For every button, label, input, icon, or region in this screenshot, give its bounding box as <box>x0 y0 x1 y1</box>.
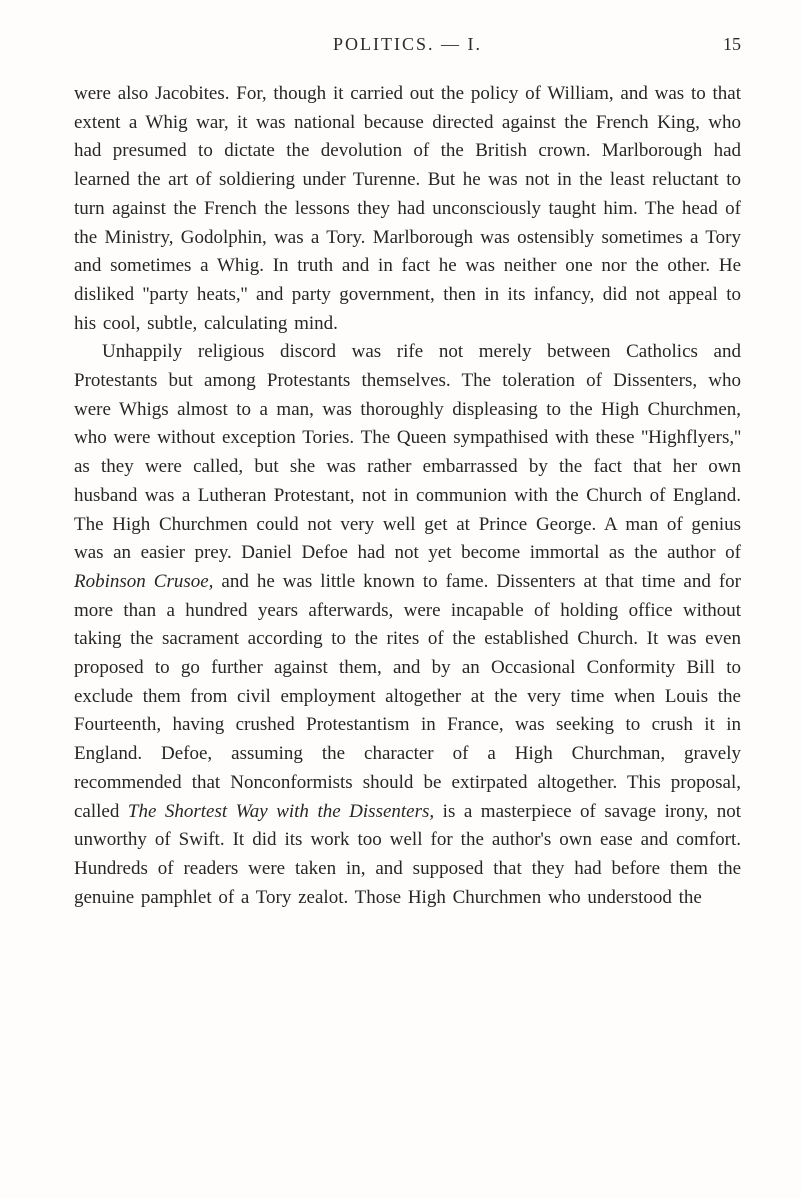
running-title: POLITICS. — I. <box>333 34 482 54</box>
paragraph-2 <box>74 338 741 912</box>
page-number: 15 <box>723 34 741 54</box>
pamphlet-title-shortest-way: The Shortest Way with the Dissenters, <box>127 800 435 822</box>
book-title-robinson-crusoe: Robinson Crusoe, <box>74 570 214 592</box>
running-header <box>74 34 741 58</box>
paragraph-1: were also Jacobites. For, though it carried out the policy of William, and was to that extent a Whig war, it was national because directed against the French King, who had presumed to dictate the devolution of the British crown. Marlborough had learned the art of soldiering under Turenne. But he was not in the least reluctant to turn against the French the lessons they had unconsciously taught him. The head of the Ministry, Godolphin, was a Tory. Marlborough was ostensibly sometimes a Tory and sometimes a Whig. In truth and in fact he was neither one nor the other. He disliked ''party heats,'' and party government, then in its infancy, did not appeal to his cool, subtle, calculating mind. <box>74 83 741 334</box>
body-text <box>74 80 741 912</box>
paragraph-2-text-c: and he was little known to fame. Dissenters at that time and for more than a hundred years afterwards, were incapable of holding office without taking the sacrament according to the rites of the established Church. It was even proposed to go further against them, and by an Occasional Conformity Bill to exclude them from civil employment altogether at the very time when Louis the Fourteenth, having crushed Protestantism in France, was seeking to crush it in England. Defoe, assuming the character of a High Churchman, gravely recommended that Nonconformists should be extirpated altogether. This proposal, called <box>74 570 741 822</box>
paragraph-2-text-a: Unhappily religious discord was rife not merely between Catholics and Protestants but among Protestants themselves. The toleration of Dissenters, who were Whigs almost to a man, was thoroughly displeasing to the High Churchmen, who were without exception Tories. The Queen sympathised with these ''Highflyers,'' as they were called, but she was rather embarrassed by the fact that her own husband was a Lutheran Protestant, not in communion with the Church of England. The High Churchmen could not very well get at Prince George. A man of genius was an easier prey. Daniel Defoe had not yet become immortal as the author of <box>74 341 741 564</box>
paragraph-2-text-e: is a masterpiece of savage irony, not unworthy of Swift. It did its work too well for the author's own ease and comfort. Hundreds of readers were taken in, and supposed that they had before them the genuine pamphlet of a Tory zealot. Those High Churchmen who understood the <box>74 800 741 908</box>
